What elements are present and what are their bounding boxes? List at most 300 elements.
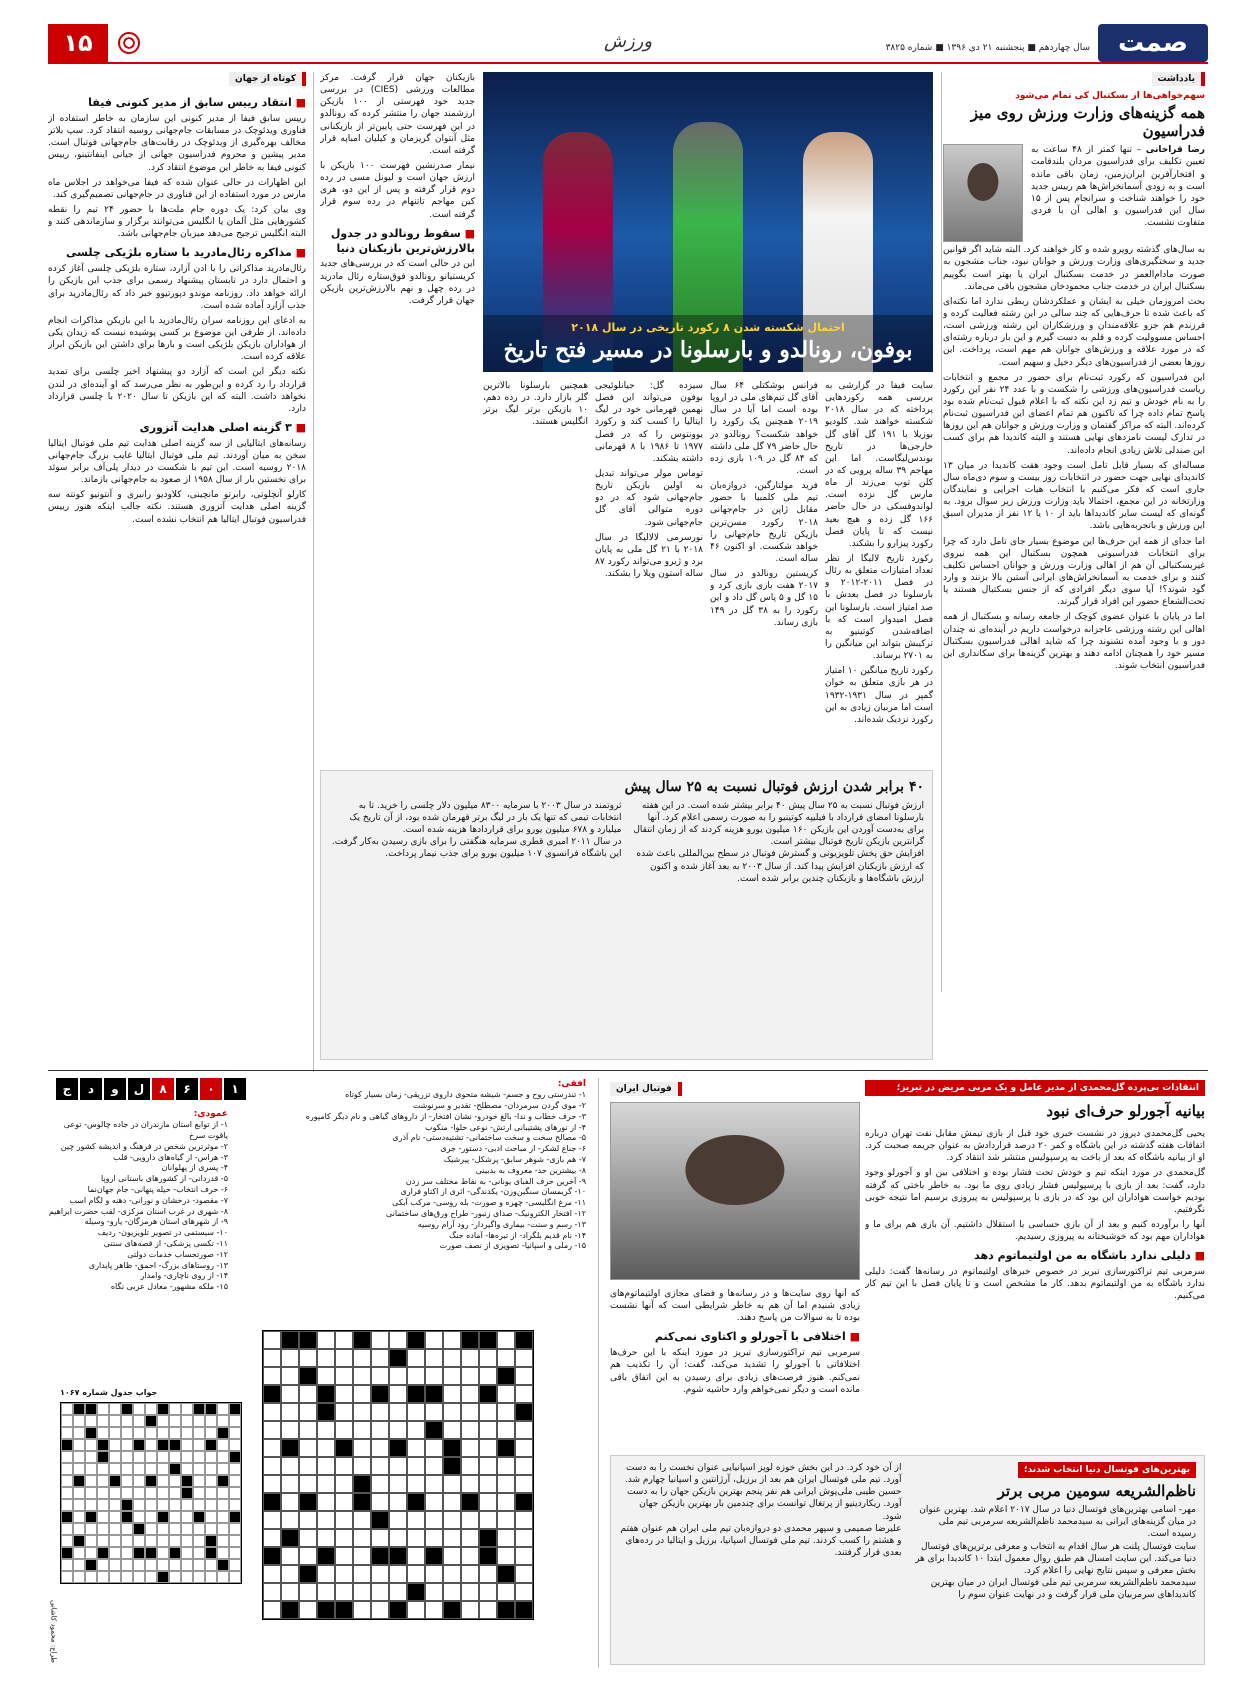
crossword-cell[interactable] <box>443 1511 461 1529</box>
crossword-cell[interactable] <box>461 1529 479 1547</box>
hero-title: بوفون، رونالدو و بارسلونا در مسیر فتح تاریخ <box>503 337 913 364</box>
crossword-cell[interactable] <box>497 1601 515 1619</box>
crossword-cell[interactable] <box>299 1349 317 1367</box>
crossword-cell[interactable] <box>299 1547 317 1565</box>
football-icon <box>118 32 140 54</box>
crossword-cell[interactable] <box>443 1547 461 1565</box>
crossword-cell[interactable] <box>335 1529 353 1547</box>
crossword-cell[interactable] <box>281 1547 299 1565</box>
crossword-cell[interactable] <box>299 1385 317 1403</box>
crossword-cell[interactable] <box>389 1421 407 1439</box>
crossword-cell[interactable] <box>515 1511 533 1529</box>
crossword-cell[interactable] <box>317 1601 335 1619</box>
crossword-cell[interactable] <box>263 1349 281 1367</box>
crossword-cell[interactable] <box>389 1547 407 1565</box>
crossword-cell[interactable] <box>281 1367 299 1385</box>
crossword-cell[interactable] <box>497 1403 515 1421</box>
crossword-cell[interactable] <box>515 1475 533 1493</box>
crossword-cell[interactable] <box>389 1457 407 1475</box>
crossword-cell[interactable] <box>263 1511 281 1529</box>
crossword-cell <box>157 1403 169 1415</box>
crossword-cell[interactable] <box>317 1583 335 1601</box>
crossword-cell[interactable] <box>353 1349 371 1367</box>
crossword-cell[interactable] <box>443 1529 461 1547</box>
crossword-cell <box>73 1535 85 1547</box>
crossword-cell[interactable] <box>389 1331 407 1349</box>
crossword-cell <box>193 1499 205 1511</box>
crossword-cell[interactable] <box>353 1457 371 1475</box>
crossword-cell <box>229 1487 241 1499</box>
crossword-cell <box>133 1535 145 1547</box>
crossword-cell[interactable] <box>515 1565 533 1583</box>
crossword-cell[interactable] <box>425 1421 443 1439</box>
crossword-cell[interactable] <box>317 1529 335 1547</box>
crossword-cell[interactable] <box>479 1565 497 1583</box>
crossword-cell[interactable] <box>497 1547 515 1565</box>
crossword-cell[interactable] <box>371 1601 389 1619</box>
crossword-cell[interactable] <box>371 1421 389 1439</box>
crossword-cell <box>97 1439 109 1451</box>
crossword-cell[interactable] <box>353 1547 371 1565</box>
crossword-cell[interactable] <box>479 1439 497 1457</box>
crossword-cell[interactable] <box>425 1331 443 1349</box>
crossword-cell <box>121 1451 133 1463</box>
crossword-cell[interactable] <box>299 1583 317 1601</box>
crossword-cell[interactable] <box>497 1511 515 1529</box>
crossword-cell <box>217 1475 229 1487</box>
crossword-cell[interactable] <box>317 1421 335 1439</box>
crossword-cell[interactable] <box>497 1331 515 1349</box>
crossword-cell[interactable] <box>371 1475 389 1493</box>
crossword-cell[interactable] <box>461 1583 479 1601</box>
horizontal-clue: ۱- تندرستی روح و جسم- شیشه متحوی داروی تزریقی- زمان بسیار کوتاه <box>345 1090 586 1100</box>
crossword-cell[interactable] <box>335 1511 353 1529</box>
crossword-cell[interactable] <box>335 1349 353 1367</box>
coach-photo <box>610 1102 860 1280</box>
crossword-cell[interactable] <box>353 1529 371 1547</box>
crossword-cell[interactable] <box>353 1403 371 1421</box>
crossword-cell[interactable] <box>263 1457 281 1475</box>
crossword-cell <box>181 1403 193 1415</box>
crossword-cell[interactable] <box>425 1529 443 1547</box>
crossword-cell[interactable] <box>281 1439 299 1457</box>
crossword-cell[interactable] <box>281 1331 299 1349</box>
crossword-cell[interactable] <box>263 1403 281 1421</box>
crossword-cell[interactable] <box>371 1493 389 1511</box>
crossword-cell[interactable] <box>425 1565 443 1583</box>
crossword-cell[interactable] <box>497 1583 515 1601</box>
crossword-cell[interactable] <box>479 1529 497 1547</box>
newspaper-logo: صمت <box>1098 24 1208 62</box>
crossword-cell[interactable] <box>443 1439 461 1457</box>
crossword-cell[interactable] <box>407 1529 425 1547</box>
crossword-cell[interactable] <box>371 1403 389 1421</box>
crossword-cell[interactable] <box>515 1331 533 1349</box>
crossword-cell[interactable] <box>407 1457 425 1475</box>
crossword-cell <box>181 1499 193 1511</box>
crossword-cell <box>157 1475 169 1487</box>
crossword-cell[interactable] <box>353 1475 371 1493</box>
crossword-cell[interactable] <box>515 1493 533 1511</box>
crossword-cell[interactable] <box>263 1601 281 1619</box>
crossword-cell[interactable] <box>407 1439 425 1457</box>
crossword-cell[interactable] <box>371 1331 389 1349</box>
crossword-cell[interactable] <box>371 1547 389 1565</box>
crossword-cell[interactable] <box>317 1349 335 1367</box>
crossword-cell[interactable] <box>425 1493 443 1511</box>
crossword-cell <box>85 1559 97 1571</box>
crossword-cell[interactable] <box>299 1475 317 1493</box>
crossword-cell[interactable] <box>461 1493 479 1511</box>
crossword-cell <box>169 1451 181 1463</box>
crossword-cell[interactable] <box>407 1601 425 1619</box>
crossword-cell[interactable] <box>425 1475 443 1493</box>
crossword-cell[interactable] <box>407 1511 425 1529</box>
crossword-cell[interactable] <box>317 1475 335 1493</box>
crossword-cell[interactable] <box>407 1367 425 1385</box>
crossword-cell[interactable] <box>515 1367 533 1385</box>
crossword-cell[interactable] <box>335 1421 353 1439</box>
crossword-cell[interactable] <box>479 1583 497 1601</box>
crossword-cell[interactable] <box>263 1439 281 1457</box>
crossword-cell[interactable] <box>371 1385 389 1403</box>
crossword-cell[interactable] <box>263 1529 281 1547</box>
crossword-cell[interactable] <box>515 1385 533 1403</box>
football-value-box <box>320 770 933 1060</box>
crossword-cell[interactable] <box>425 1457 443 1475</box>
crossword-cell[interactable] <box>443 1457 461 1475</box>
crossword-cell[interactable] <box>263 1331 281 1349</box>
crossword-cell[interactable] <box>317 1565 335 1583</box>
crossword-cell[interactable] <box>443 1565 461 1583</box>
crossword-cell[interactable] <box>371 1565 389 1583</box>
crossword-cell[interactable] <box>335 1601 353 1619</box>
crossword-cell[interactable] <box>299 1493 317 1511</box>
crossword-cell[interactable] <box>425 1547 443 1565</box>
crossword-cell <box>97 1535 109 1547</box>
crossword-cell[interactable] <box>371 1439 389 1457</box>
crossword-cell[interactable] <box>389 1349 407 1367</box>
crossword-cell[interactable] <box>443 1385 461 1403</box>
crossword-cell[interactable] <box>281 1385 299 1403</box>
crossword-cell[interactable] <box>515 1547 533 1565</box>
crossword-cell <box>169 1535 181 1547</box>
crossword-cell[interactable] <box>371 1529 389 1547</box>
article-banner: انتقادات بی‌پرده گل‌محمدی از مدیر عامل و یک مربی مریض در تبریز؛ <box>865 1080 1205 1096</box>
crossword-cell[interactable] <box>281 1421 299 1439</box>
crossword-cell[interactable] <box>461 1601 479 1619</box>
crossword-cell[interactable] <box>335 1565 353 1583</box>
crossword-cell[interactable] <box>497 1385 515 1403</box>
crossword-cell[interactable] <box>407 1565 425 1583</box>
crossword-cell[interactable] <box>335 1331 353 1349</box>
football-value-p3: ثروتمند در سال ۲۰۰۳ با سرمایه ۸۳۰۰ میلیون دلار چلسی را خرید. تا به انتخابات تیمی که تنها یک بار در لیگ برتر قهرمان شده بود، از آن تاریخ یک میلیارد و ۶۷۸ میلیون یورو برای قراردادها هزینه شده است. <box>349 800 622 836</box>
crossword-cell[interactable] <box>335 1439 353 1457</box>
crossword-cell <box>157 1463 169 1475</box>
crossword-cell[interactable] <box>497 1475 515 1493</box>
coach-p1: که آنها روی سایت‌ها و در رسانه‌ها و فضای مجازی اولتیماتوم‌های زیادی شنیدم اما آن هم به خاطر شرایطی است که آنها نشست بوده تا به سوالات من پاسخ دهند. <box>610 1289 860 1324</box>
crossword-cell[interactable] <box>281 1493 299 1511</box>
crossword-cell[interactable] <box>461 1403 479 1421</box>
crossword-cell <box>133 1523 145 1535</box>
crossword-cell[interactable] <box>425 1385 443 1403</box>
crossword-cell[interactable] <box>479 1493 497 1511</box>
crossword-cell[interactable] <box>479 1511 497 1529</box>
crossword-cell <box>61 1511 73 1523</box>
crossword-cell[interactable] <box>389 1511 407 1529</box>
crossword-cell[interactable] <box>371 1349 389 1367</box>
crossword-cell[interactable] <box>497 1367 515 1385</box>
crossword-cell[interactable] <box>407 1583 425 1601</box>
crossword-cell[interactable] <box>479 1403 497 1421</box>
futsal-banner: بهترین‌های فوتسال دنیا انتخاب شدند؛ <box>1018 1462 1196 1478</box>
crossword-cell[interactable] <box>371 1457 389 1475</box>
vertical-clue: ۱- از توابع استان مازندران در جاده چالوس- نوعی یاقوت سرخ <box>63 1120 228 1140</box>
crossword-grid[interactable] <box>262 1330 534 1620</box>
crossword-cell[interactable] <box>281 1511 299 1529</box>
crossword-cell <box>97 1403 109 1415</box>
crossword-cell[interactable] <box>317 1385 335 1403</box>
crossword-cell[interactable] <box>461 1385 479 1403</box>
crossword-cell[interactable] <box>497 1421 515 1439</box>
horizontal-clue: ۱۱- مرغ انگلیسی- چهره و صورت- بله روسی- مرکب آبکی <box>392 1198 586 1208</box>
crossword-cell[interactable] <box>461 1457 479 1475</box>
crossword-cell[interactable] <box>353 1583 371 1601</box>
crossword-cell[interactable] <box>443 1331 461 1349</box>
crossword-cell <box>229 1451 241 1463</box>
crossword-cell[interactable] <box>443 1583 461 1601</box>
crossword-cell[interactable] <box>515 1583 533 1601</box>
vertical-clue: ۱۲- صورتحساب خدمات دولتی <box>127 1249 228 1259</box>
crossword-cell[interactable] <box>263 1493 281 1511</box>
crossword-cell[interactable] <box>263 1583 281 1601</box>
crossword-cell[interactable] <box>317 1547 335 1565</box>
crossword-cell[interactable] <box>479 1367 497 1385</box>
crossword-cell[interactable] <box>353 1331 371 1349</box>
crossword-cell[interactable] <box>335 1547 353 1565</box>
crossword-cell[interactable] <box>425 1367 443 1385</box>
crossword-cell[interactable] <box>353 1439 371 1457</box>
crossword-cell[interactable] <box>335 1493 353 1511</box>
crossword-cell[interactable] <box>389 1385 407 1403</box>
crossword-cell[interactable] <box>317 1493 335 1511</box>
crossword-cell[interactable] <box>281 1475 299 1493</box>
crossword-cell[interactable] <box>299 1331 317 1349</box>
crossword-cell[interactable] <box>317 1457 335 1475</box>
crossword-cell[interactable] <box>263 1547 281 1565</box>
crossword-cell[interactable] <box>299 1565 317 1583</box>
crossword-cell[interactable] <box>353 1421 371 1439</box>
crossword-cell <box>145 1511 157 1523</box>
crossword-cell[interactable] <box>353 1511 371 1529</box>
crossword-cell[interactable] <box>515 1349 533 1367</box>
crossword-cell[interactable] <box>407 1475 425 1493</box>
crossword-cell[interactable] <box>389 1493 407 1511</box>
crossword-cell[interactable] <box>317 1439 335 1457</box>
cies-column <box>320 72 475 762</box>
crossword-cell[interactable] <box>299 1403 317 1421</box>
crossword-title-char-6: و <box>104 1078 126 1100</box>
crossword-cell[interactable] <box>497 1457 515 1475</box>
crossword-cell[interactable] <box>443 1601 461 1619</box>
crossword-cell[interactable] <box>335 1457 353 1475</box>
crossword-cell[interactable] <box>281 1601 299 1619</box>
crossword-cell[interactable] <box>479 1457 497 1475</box>
crossword-cell[interactable] <box>407 1421 425 1439</box>
crossword-cell[interactable] <box>515 1457 533 1475</box>
crossword-cell <box>217 1535 229 1547</box>
crossword-cell[interactable] <box>335 1367 353 1385</box>
crossword-cell[interactable] <box>389 1583 407 1601</box>
crossword-cell[interactable] <box>299 1529 317 1547</box>
crossword-cell[interactable] <box>461 1565 479 1583</box>
crossword-cell[interactable] <box>461 1475 479 1493</box>
crossword-cell[interactable] <box>443 1493 461 1511</box>
crossword-cell[interactable] <box>317 1403 335 1421</box>
crossword-cell[interactable] <box>443 1403 461 1421</box>
crossword-cell[interactable] <box>281 1457 299 1475</box>
crossword-cell[interactable] <box>461 1331 479 1349</box>
crossword-cell <box>109 1487 121 1499</box>
crossword-cell[interactable] <box>281 1583 299 1601</box>
crossword-cell[interactable] <box>371 1583 389 1601</box>
crossword-cell[interactable] <box>479 1601 497 1619</box>
crossword-cell[interactable] <box>299 1457 317 1475</box>
crossword-cell[interactable] <box>263 1475 281 1493</box>
crossword-cell <box>145 1559 157 1571</box>
crossword-cell[interactable] <box>479 1331 497 1349</box>
crossword-cell[interactable] <box>425 1403 443 1421</box>
crossword-cell[interactable] <box>497 1349 515 1367</box>
crossword-cell[interactable] <box>515 1403 533 1421</box>
crossword-cell[interactable] <box>335 1403 353 1421</box>
crossword-cell[interactable] <box>497 1565 515 1583</box>
crossword-cell[interactable] <box>335 1385 353 1403</box>
crossword-cell[interactable] <box>317 1367 335 1385</box>
crossword-cell <box>145 1403 157 1415</box>
crossword-cell <box>169 1403 181 1415</box>
crossword-cell[interactable] <box>425 1439 443 1457</box>
crossword-cell <box>73 1403 85 1415</box>
crossword-cell[interactable] <box>497 1529 515 1547</box>
crossword-cell[interactable] <box>389 1475 407 1493</box>
crossword-cell <box>73 1439 85 1451</box>
crossword-cell[interactable] <box>461 1421 479 1439</box>
crossword-cell[interactable] <box>461 1349 479 1367</box>
crossword-title-char-8: ج <box>56 1078 78 1100</box>
crossword-cell[interactable] <box>317 1511 335 1529</box>
crossword-cell[interactable] <box>479 1385 497 1403</box>
crossword-cell <box>145 1463 157 1475</box>
crossword-cell[interactable] <box>461 1439 479 1457</box>
crossword-cell[interactable] <box>281 1529 299 1547</box>
crossword-cell[interactable] <box>389 1529 407 1547</box>
crossword-cell[interactable] <box>317 1331 335 1349</box>
crossword-cell[interactable] <box>425 1511 443 1529</box>
crossword-cell[interactable] <box>479 1547 497 1565</box>
crossword-cell[interactable] <box>407 1385 425 1403</box>
crossword-cell[interactable] <box>281 1403 299 1421</box>
crossword-cell[interactable] <box>299 1511 317 1529</box>
crossword-cell <box>217 1499 229 1511</box>
crossword-cell[interactable] <box>335 1475 353 1493</box>
opinion-p7: اما در پایان با عنوان عضوی کوچک از جامعه رسانه و بسکتبال از همه اهالی این رشته ورزشی عاجزانه درخواست داریم در آینده‌ای نه چندان دور و با وجود آمده نشنوند چرا که شاید اهالی فدراسیون بسکتبال مسیر خود را همچنان ادامه دهند و بهترین گزینه‌ها برای سکانداری این فدراسیون انتخاب شوند. <box>943 612 1205 671</box>
crossword-cell <box>85 1451 97 1463</box>
crossword-cell[interactable] <box>353 1367 371 1385</box>
crossword-cell[interactable] <box>353 1565 371 1583</box>
crossword-cell[interactable] <box>461 1511 479 1529</box>
crossword-cell[interactable] <box>407 1349 425 1367</box>
crossword-cell[interactable] <box>407 1403 425 1421</box>
crossword-cell[interactable] <box>497 1439 515 1457</box>
crossword-cell[interactable] <box>497 1493 515 1511</box>
crossword-cell[interactable] <box>425 1583 443 1601</box>
crossword-cell <box>97 1499 109 1511</box>
crossword-cell[interactable] <box>461 1547 479 1565</box>
crossword-cell[interactable] <box>461 1367 479 1385</box>
crossword-cell[interactable] <box>407 1493 425 1511</box>
crossword-title-char-7: د <box>80 1078 102 1100</box>
crossword-cell[interactable] <box>353 1601 371 1619</box>
crossword-cell <box>121 1403 133 1415</box>
crossword-cell[interactable] <box>299 1439 317 1457</box>
crossword-cell[interactable] <box>263 1421 281 1439</box>
crossword-cell[interactable] <box>443 1349 461 1367</box>
crossword-cell[interactable] <box>515 1529 533 1547</box>
crossword-cell[interactable] <box>371 1511 389 1529</box>
crossword-cell[interactable] <box>479 1349 497 1367</box>
crossword-cell[interactable] <box>263 1565 281 1583</box>
crossword-cell[interactable] <box>479 1421 497 1439</box>
crossword-cell[interactable] <box>425 1349 443 1367</box>
crossword-cell[interactable] <box>389 1439 407 1457</box>
opinion-p1: – تنها کمتر از ۴۸ ساعت به تعیین تکلیف برای فدراسیون مردان بلندقامت و افتخارآفرین ایران‌زمین، زمان باقی مانده است و به زودی آسمانخراش‌ها هم رییس جدید خود را خواهند شناخت و سرانجام پس از ۱۵ سال این فدراسیون و اهالی آن با فردی متفاوت نشست. <box>1031 145 1205 229</box>
crossword-cell[interactable] <box>389 1601 407 1619</box>
vertical-clue: ۱۱- تکسی پزشکی- از قصه‌های سنتی <box>103 1238 228 1248</box>
crossword-cell[interactable] <box>425 1601 443 1619</box>
crossword-cell <box>109 1547 121 1559</box>
crossword-cell[interactable] <box>515 1601 533 1619</box>
crossword-cell <box>205 1511 217 1523</box>
crossword-cell[interactable] <box>515 1439 533 1457</box>
crossword-cell[interactable] <box>443 1475 461 1493</box>
crossword-cell <box>109 1571 121 1583</box>
news-p3: وی بیان کرد: یک دوره جام ملت‌ها با حضور ۲۴ تیم را نقطه کشورهایی مثل آلمان یا انگلیس می‌توانند برگزار و سازماندهی کنند و البته انگلیس ترجیح می‌دهد میزبان جام‌جهانی باشد. <box>48 204 306 240</box>
crossword-cell[interactable] <box>515 1421 533 1439</box>
crossword-cell[interactable] <box>389 1367 407 1385</box>
crossword-cell[interactable] <box>353 1493 371 1511</box>
crossword-cell[interactable] <box>263 1367 281 1385</box>
crossword-cell[interactable] <box>389 1403 407 1421</box>
crossword-cell[interactable] <box>263 1385 281 1403</box>
crossword-cell[interactable] <box>479 1475 497 1493</box>
crossword-cell[interactable] <box>389 1565 407 1583</box>
crossword-cell[interactable] <box>353 1385 371 1403</box>
crossword-cell[interactable] <box>443 1421 461 1439</box>
crossword-cell[interactable] <box>407 1547 425 1565</box>
crossword-cell[interactable] <box>335 1583 353 1601</box>
crossword-cell[interactable] <box>299 1601 317 1619</box>
crossword-cell[interactable] <box>299 1421 317 1439</box>
crossword-cell[interactable] <box>407 1331 425 1349</box>
hero-col1-p1: سایت فیفا در گزارشی به بررسی همه رکوردهایی پرداخته که در سال ۲۰۱۸ شکسته خواهند شد. کلودیو بوزیلا با ۱۹۱ گل آقای گل خارجی‌ها در تاریخ بوندس‌لیگاست. اما این مهاجم ۳۹ ساله پرویی که در کلن توپ می‌زند از ماه مارس گل نزده است. لواندوفسکی در حال حاضر ۱۶۶ گل زده و هیچ بعید نیست که تا پایان فصل رکورد پیزارو را بشکند. <box>825 381 933 549</box>
crossword-cell[interactable] <box>281 1565 299 1583</box>
news-p1: رییس سابق فیفا از مدیر کنونی این سازمان به خاطر استفاده از فناوری ویدئوچک در مسابقات جام‌جهانی روسیه انتقاد کرد. سپ بلاتر مخالف بهره‌گیری از ویدئوچک در رقابت‌های جام‌جهانی فوتبال است. مدیر پیشین و محروم فدراسیون جهانی از جیانی اینفانتینو، رییس کنونی فیفا به خاطر این موضوع انتقاد کرد. <box>48 113 306 173</box>
crossword-cell[interactable] <box>281 1349 299 1367</box>
crossword-cell[interactable] <box>371 1367 389 1385</box>
crossword-cell[interactable] <box>299 1367 317 1385</box>
crossword-cell[interactable] <box>443 1367 461 1385</box>
